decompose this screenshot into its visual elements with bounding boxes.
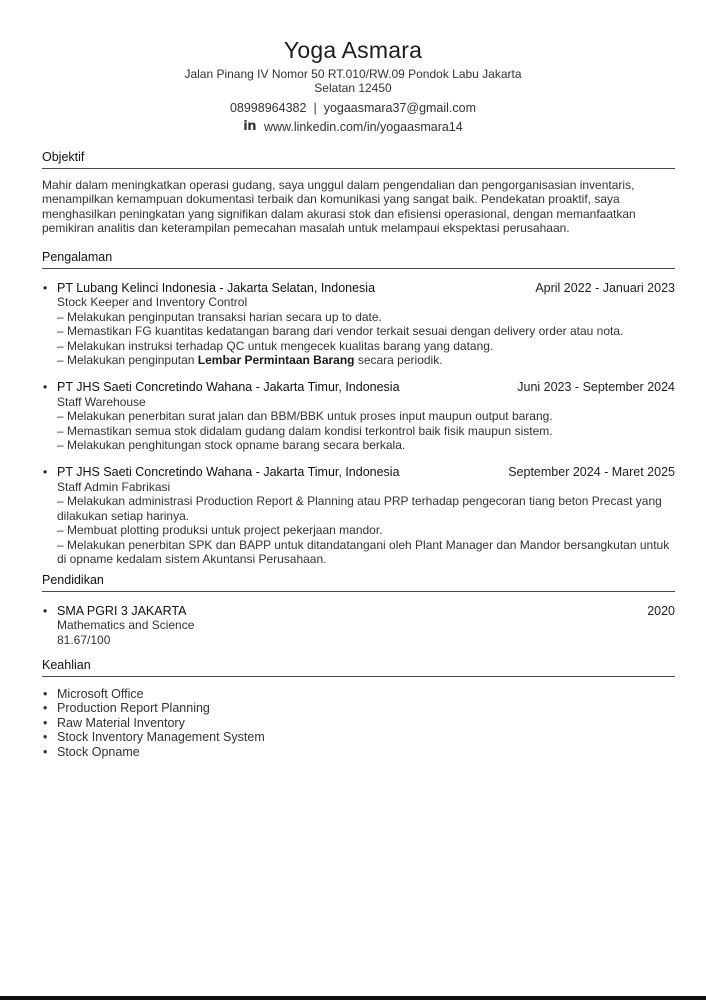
task-item: – Membuat plotting produksi untuk project pekerjaan mandor. xyxy=(57,523,383,538)
section-title-keahlian: Keahlian xyxy=(42,658,675,677)
email-address[interactable]: yogaasmara37@gmail.com xyxy=(323,101,477,115)
employment-date: April 2022 - Januari 2023 xyxy=(535,281,675,295)
resume-header xyxy=(0,0,706,134)
bullet: • xyxy=(43,744,48,759)
skills-list xyxy=(42,687,675,759)
contact-separator: | xyxy=(313,101,317,115)
skill-item xyxy=(42,687,675,701)
bullet: • xyxy=(43,730,48,745)
experience-header xyxy=(57,380,675,394)
skill-item xyxy=(42,716,675,730)
task-item: – Melakukan penginputan transaksi harian secara up to date. xyxy=(57,309,382,324)
bullet: • xyxy=(43,380,48,395)
bullet: • xyxy=(43,465,48,480)
section-pendidikan xyxy=(42,573,675,647)
job-role: Staff Admin Fabrikasi xyxy=(57,479,171,494)
section-title-objektif: Objektif xyxy=(42,150,675,169)
bullet: • xyxy=(43,687,48,701)
task-text-bold: Lembar Permintaan Barang xyxy=(197,353,355,368)
school-name: SMA PGRI 3 JAKARTA xyxy=(57,604,187,618)
task-item: – Melakukan penerbitan SPK dan BAPP untuk ditandatangani oleh Plant Manager dan Mandor bersangkutan untuk di opname kedalam sistem Akuntansi Perusahaan. xyxy=(57,537,670,566)
major: Mathematics and Science xyxy=(57,618,195,633)
skill-text: Stock Opname xyxy=(57,744,140,759)
skill-text: Raw Material Inventory xyxy=(57,715,185,730)
experience-entry xyxy=(42,465,675,566)
skill-item xyxy=(42,701,675,715)
company-name: PT JHS Saeti Concretindo Wahana - Jakarta Timur, Indonesia xyxy=(57,380,400,395)
skill-item xyxy=(42,745,675,759)
bullet: • xyxy=(43,701,48,716)
section-keahlian xyxy=(42,658,675,759)
graduation-year: 2020 xyxy=(647,604,675,618)
company-name: PT JHS Saeti Concretindo Wahana - Jakarta Timur, Indonesia xyxy=(57,465,400,480)
skill-text: Microsoft Office xyxy=(57,687,144,701)
job-role: Stock Keeper and Inventory Control xyxy=(57,295,248,310)
section-title-pengalaman: Pengalaman xyxy=(42,250,675,269)
task-item: – Melakukan instruksi terhadap QC untuk mengecek kualitas barang yang datang. xyxy=(57,338,494,353)
section-objektif xyxy=(42,150,675,236)
bullet: • xyxy=(43,281,48,295)
linkedin-url[interactable]: www.linkedin.com/in/yogaasmara14 xyxy=(264,119,463,134)
company-name: PT Lubang Kelinci Indonesia - Jakarta Selatan, Indonesia xyxy=(57,281,376,295)
candidate-name: Yoga Asmara xyxy=(283,37,423,63)
linkedin-icon: in xyxy=(243,119,256,134)
section-pengalaman xyxy=(42,250,675,566)
education-header xyxy=(57,604,675,618)
experience-header xyxy=(57,281,675,295)
contact-line xyxy=(0,101,706,115)
task-item: – Melakukan penerbitan surat jalan dan BBM/BBK untuk proses input maupun output barang. xyxy=(57,409,553,424)
bullet: • xyxy=(43,604,48,618)
score: 81.67/100 xyxy=(57,632,111,647)
employment-date: Juni 2023 - September 2024 xyxy=(517,380,675,395)
task-item: – Melakukan administrasi Production Report & Planning atau PRP terhadap pengecoran tiang beton Precast yang dilakukan setiap harinya. xyxy=(57,494,662,523)
education-entry xyxy=(42,604,675,647)
task-text: secara periodik. xyxy=(354,353,443,368)
task-item: – Memastikan semua stok didalam gudang dalam kondisi terkontrol baik fisik maupun sistem. xyxy=(57,423,553,438)
task-text: – Melakukan penginputan xyxy=(57,353,198,368)
employment-date: September 2024 - Maret 2025 xyxy=(508,465,675,480)
skill-item xyxy=(42,730,675,744)
job-role: Staff Warehouse xyxy=(57,394,146,409)
section-title-pendidikan: Pendidikan xyxy=(42,573,675,592)
bullet: • xyxy=(43,715,48,730)
bottom-edge-bar xyxy=(0,996,706,1000)
task-item: – Memastikan FG kuantitas kedatangan barang dari vendor terkait sesuai dengan delivery order atau nota. xyxy=(57,324,624,339)
experience-header xyxy=(57,465,675,479)
phone-number: 08998964382 xyxy=(229,101,307,115)
skill-text: Stock Inventory Management System xyxy=(57,730,265,745)
experience-entry xyxy=(42,281,675,367)
address: Jalan Pinang IV Nomor 50 RT.010/RW.09 Pondok Labu Jakarta Selatan 12450 xyxy=(184,67,522,95)
task-item xyxy=(57,353,675,367)
experience-entry xyxy=(42,380,675,452)
objective-text: Mahir dalam meningkatkan operasi gudang, saya unggul dalam pengendalian dan pengorganisasian inventaris, menampilkan kemampuan dokumentasi terbaik dan komunikasi yang sangat baik. Pendekatan proaktif, saya menghasilkan peningkatan yang signifikan dalam akurasi stok dan efisiensi operasional, dengan memanfaatkan pemikiran analitis dan keterampilan pemecahan masalah untuk melampaui ekspektasi perusahaan. xyxy=(42,178,636,236)
linkedin-line xyxy=(0,119,706,134)
task-item: – Melakukan penghitungan stock opname barang secara berkala. xyxy=(57,438,406,453)
skill-text: Production Report Planning xyxy=(57,701,210,716)
